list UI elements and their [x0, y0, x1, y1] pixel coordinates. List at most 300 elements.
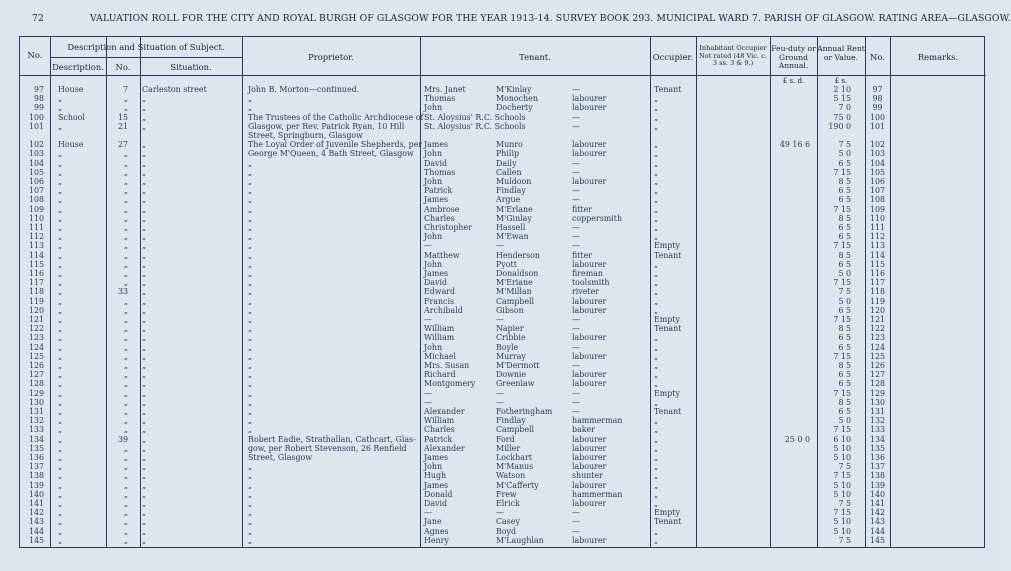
cell-occ: baker [572, 425, 595, 435]
cell-num: „ [123, 305, 128, 315]
cell-occupier: Tenant [654, 407, 682, 416]
header-remarks: Remarks. [917, 52, 959, 62]
cell-occ: labourer [572, 499, 607, 508]
cell-no: 139 [28, 480, 44, 490]
cell-prop: John B. Morton—continued. [248, 85, 360, 94]
cell-occ: — [572, 112, 580, 122]
cell-occ: labourer [572, 140, 607, 150]
cell-prop: „ [248, 508, 253, 518]
cell-occupier: „ [654, 177, 659, 186]
cell-occ: labourer [572, 443, 607, 453]
table-row [20, 223, 986, 232]
cell-no: 133 [28, 425, 44, 435]
cell-desc: „ [58, 287, 63, 297]
cell-no-r: 112 [869, 232, 886, 242]
cell-no-r: 140 [869, 489, 886, 499]
cell-sit: „ [142, 140, 147, 150]
cell-no-r: 135 [869, 443, 886, 453]
table-row [20, 444, 986, 453]
cell-prop: „ [248, 517, 253, 527]
cell-ts: M'Manus [496, 462, 534, 472]
cell-val: 7 15 [833, 241, 851, 251]
cell-no: 109 [28, 204, 44, 214]
cell-tf: Patrick [424, 186, 453, 196]
cell-feu: 49 16 6 [779, 140, 810, 150]
cell-occupier: „ [654, 195, 659, 205]
cell-occupier: Empty [654, 388, 680, 398]
table-row [20, 490, 986, 499]
cell-no-r: 130 [869, 397, 886, 407]
cell-no: 121 [28, 315, 44, 324]
cell-desc: „ [58, 517, 63, 527]
cell-tf: Charles [424, 425, 455, 435]
cell-num: „ [123, 499, 128, 508]
cell-desc: „ [58, 241, 63, 251]
cell-num: „ [123, 278, 128, 288]
cell-val: 6 5 [838, 232, 851, 242]
table-row [20, 94, 986, 103]
cell-occupier: Tenant [654, 517, 682, 527]
cell-ts: Findlay [496, 186, 526, 196]
cell-num: „ [123, 177, 128, 186]
cell-val: 6 10 [833, 434, 851, 444]
cell-prop: „ [248, 535, 253, 545]
cell-occ: hammerman [572, 416, 623, 426]
cell-no: 117 [28, 278, 44, 288]
cell-occupier: „ [654, 158, 659, 168]
cell-prop: „ [248, 305, 253, 315]
cell-prop: „ [248, 407, 253, 416]
cell-occ: labourer [572, 453, 607, 462]
cell-occupier: Tenant [654, 250, 682, 260]
cell-desc: „ [58, 324, 63, 334]
cell-num: „ [123, 342, 128, 352]
cell-desc: „ [58, 213, 63, 223]
cell-desc: „ [58, 388, 63, 398]
cell-no-r: 114 [869, 250, 886, 260]
cell-val: 7 15 [833, 204, 851, 214]
cell-ts: Docherty [496, 103, 533, 113]
cell-no: 120 [28, 305, 44, 315]
table-row [20, 517, 986, 526]
cell-no-r: 120 [869, 305, 886, 315]
cell-prop: „ [248, 223, 253, 232]
cell-sit: „ [142, 407, 147, 416]
cell-occupier: Empty [654, 241, 680, 251]
cell-prop: „ [248, 269, 253, 278]
cell-occupier: „ [654, 499, 659, 508]
cell-no: 103 [28, 149, 44, 159]
table-row [20, 241, 986, 250]
cell-ts: Miller [496, 443, 521, 453]
cell-no: 135 [28, 443, 44, 453]
cell-num: „ [123, 315, 128, 324]
cell-prop: „ [248, 204, 253, 214]
cell-num: „ [123, 351, 128, 361]
cell-occ: — [572, 167, 580, 177]
cell-occ: labourer [572, 379, 607, 389]
page-number: 72 [32, 13, 44, 24]
table-row [20, 149, 986, 158]
cell-prop: „ [248, 241, 253, 251]
cell-desc: „ [58, 296, 63, 306]
table-row [20, 471, 986, 480]
cell-feu: 25 0 0 [784, 434, 810, 444]
cell-num: „ [123, 379, 128, 389]
cell-ts: Boyle [496, 342, 519, 352]
cell-occupier: „ [654, 305, 659, 315]
cell-num: „ [123, 296, 128, 306]
table-row [20, 168, 986, 177]
cell-desc: „ [58, 443, 63, 453]
cell-desc: „ [58, 407, 63, 416]
cell-occ: labourer [572, 333, 607, 343]
cell-tf: — [424, 388, 432, 398]
cell-occupier: „ [654, 287, 659, 297]
cell-desc: „ [58, 434, 63, 444]
table-row [20, 481, 986, 490]
cell-sit: „ [142, 195, 147, 205]
cell-desc: „ [58, 416, 63, 426]
cell-no-r: 144 [869, 526, 886, 536]
cell-tf: Richard [424, 370, 456, 380]
cell-desc: „ [58, 315, 63, 324]
cell-tf: William [424, 416, 455, 426]
cell-occ: — [572, 342, 580, 352]
valuation-table [19, 36, 985, 548]
cell-occupier: „ [654, 379, 659, 389]
cell-no-r: 109 [869, 204, 886, 214]
cell-no-r: 107 [869, 186, 886, 196]
header-description-group: Description and Situation of Subject. [67, 42, 225, 52]
cell-ts: M'Kinlay [496, 85, 532, 94]
cell-no: 116 [28, 269, 44, 278]
cell-no-r: 123 [869, 333, 886, 343]
cell-sit: „ [142, 232, 147, 242]
table-row [20, 113, 986, 122]
cell-occupier: „ [654, 149, 659, 159]
cell-sit: „ [142, 259, 147, 269]
cell-desc: „ [58, 453, 63, 462]
cell-ts: — [496, 315, 504, 324]
cell-prop: „ [248, 462, 253, 472]
cell-no-r: 116 [869, 269, 886, 278]
cell-val: 5 10 [833, 517, 851, 527]
cell-desc: „ [58, 186, 63, 196]
cell-occ: — [572, 121, 580, 131]
cell-prop: „ [248, 296, 253, 306]
cell-sit: „ [142, 397, 147, 407]
cell-no: 131 [28, 407, 44, 416]
cell-ts: Daily [496, 158, 517, 168]
header-rule [20, 75, 986, 76]
cell-no-r: 137 [869, 462, 886, 472]
cell-no: 141 [28, 499, 44, 508]
cell-sit: „ [142, 342, 147, 352]
cell-ts: Campbell [496, 425, 535, 435]
cell-sit: „ [142, 351, 147, 361]
cell-sit: „ [142, 489, 147, 499]
cell-sit: „ [142, 241, 147, 251]
cell-occupier: Tenant [654, 324, 682, 334]
header-occupier: Occupier. [652, 52, 694, 62]
cell-tf: Montgomery [424, 379, 476, 389]
cell-sit: „ [142, 223, 147, 232]
cell-no-r: 117 [869, 278, 886, 288]
cell-occ: coppersmith [572, 213, 623, 223]
cell-sit: „ [142, 471, 147, 481]
cell-tf: Agnes [424, 526, 449, 536]
cell-val: 6 5 [838, 370, 851, 380]
cell-occ: fitter [572, 204, 593, 214]
cell-desc: „ [58, 499, 63, 508]
cell-occ: — [572, 388, 580, 398]
cell-ts: Argue [496, 195, 521, 205]
cell-occ: labourer [572, 434, 607, 444]
cell-val: 5 0 [838, 296, 851, 306]
cell-prop: „ [248, 388, 253, 398]
cell-tf: — [424, 508, 432, 518]
cell-occupier: „ [654, 480, 659, 490]
cell-desc: „ [58, 489, 63, 499]
table-row [20, 343, 986, 352]
cell-no-r: 99 [872, 103, 883, 113]
cell-prop: The Trustees of the Catholic Archdiocese of [248, 112, 424, 122]
cell-occupier: „ [654, 342, 659, 352]
table-row [20, 324, 986, 333]
header-inhabitant: Inhabitant Occupier Not rated (48 Vic. c. 3 ss. 3 & 9.) [699, 44, 767, 67]
cell-num: „ [123, 471, 128, 481]
table-row [20, 186, 986, 195]
cell-occupier: „ [654, 204, 659, 214]
cell-ts: — [496, 397, 504, 407]
cell-no: 106 [28, 177, 44, 186]
cell-prop: Glasgow, per Rev. Patrick Ryan, 10 Hill [248, 121, 405, 131]
cell-desc: „ [58, 342, 63, 352]
cell-occ: riveter [572, 287, 600, 297]
cell-occupier: Empty [654, 315, 680, 324]
cell-occ: — [572, 324, 580, 334]
cell-val: 7 15 [833, 278, 851, 288]
cell-desc: „ [58, 103, 63, 113]
cell-desc: „ [58, 158, 63, 168]
cell-ts: Elrick [496, 499, 520, 508]
cell-prop: „ [248, 167, 253, 177]
cell-tf: Edward [424, 287, 456, 297]
cell-no: 125 [28, 351, 44, 361]
cell-occ: labourer [572, 94, 607, 104]
cell-val: 7 15 [833, 388, 851, 398]
cell-tf: James [424, 269, 449, 278]
cell-tf: James [424, 453, 449, 462]
cell-no-r: 126 [869, 361, 886, 370]
cell-prop: Street, Glasgow [248, 453, 313, 462]
cell-sit: „ [142, 149, 147, 159]
table-row [20, 407, 986, 416]
cell-prop: „ [248, 416, 253, 426]
cell-ts: M'Laughlan [496, 535, 544, 545]
cell-occ: labourer [572, 480, 607, 490]
cell-val: 5 10 [833, 526, 851, 536]
cell-val: 8 5 [838, 361, 851, 370]
cell-tf: Charles [424, 213, 455, 223]
cell-ts: M'Millan [496, 287, 532, 297]
cell-prop: „ [248, 351, 253, 361]
cell-no: 108 [28, 195, 44, 205]
cell-occ: — [572, 315, 580, 324]
cell-occ: labourer [572, 370, 607, 380]
cell-num: „ [123, 425, 128, 435]
cell-ts: M'Eriane [496, 278, 533, 288]
cell-occ: — [572, 526, 580, 536]
table-row [20, 398, 986, 407]
cell-tf: Francis [424, 296, 455, 306]
cell-val: 7 15 [833, 471, 851, 481]
cell-occ: — [572, 158, 580, 168]
cell-occupier: „ [654, 259, 659, 269]
cell-occ: — [572, 508, 580, 518]
cell-occupier: Empty [654, 508, 680, 518]
cell-sit: „ [142, 499, 147, 508]
cell-tf: Alexander [424, 407, 465, 416]
cell-no-r: 105 [869, 167, 886, 177]
cell-no: 144 [28, 526, 44, 536]
cell-num: 39 [117, 434, 128, 444]
cell-tf: Thomas [424, 167, 456, 177]
cell-prop: „ [248, 250, 253, 260]
cell-sit: „ [142, 453, 147, 462]
cell-desc: „ [58, 269, 63, 278]
cell-sit: „ [142, 112, 147, 122]
cell-num: „ [123, 443, 128, 453]
cell-num: „ [123, 416, 128, 426]
cell-sit: „ [142, 370, 147, 380]
page-title: VALUATION ROLL FOR THE CITY AND ROYAL BURGH OF GLASGOW FOR THE YEAR 1913-14. SURVEY BOOK 293. MUNICIPAL WARD 7. PARISH OF GLASGOW. RATING AREA—GLASGOW. [90, 13, 1011, 24]
cell-num: „ [123, 324, 128, 334]
cell-no-r: 122 [869, 324, 886, 334]
table-row [20, 527, 986, 536]
cell-occupier: „ [654, 397, 659, 407]
cell-prop: Street, Springburn, Glasgow [248, 131, 363, 140]
table-row [20, 131, 986, 140]
cell-occ: — [572, 407, 580, 416]
cell-no: 122 [28, 324, 44, 334]
cell-desc: „ [58, 204, 63, 214]
cell-occ: fireman [572, 269, 603, 278]
cell-ts: — [496, 388, 504, 398]
table-row [20, 462, 986, 471]
cell-val: 5 15 [833, 94, 851, 104]
header-annual-value: Annual Rent or Value. [817, 44, 865, 62]
cell-prop: „ [248, 471, 253, 481]
cell-occupier: „ [654, 434, 659, 444]
cell-occupier: „ [654, 213, 659, 223]
table-row [20, 370, 986, 379]
cell-occ: labourer [572, 535, 607, 545]
cell-val: 6 5 [838, 158, 851, 168]
cell-num: „ [123, 158, 128, 168]
cell-prop: „ [248, 480, 253, 490]
table-row [20, 536, 986, 545]
cell-tf: James [424, 140, 449, 150]
cell-num: „ [123, 333, 128, 343]
table-row [20, 425, 986, 434]
cell-val: 6 5 [838, 259, 851, 269]
cell-desc: „ [58, 397, 63, 407]
cell-tf: William [424, 333, 455, 343]
cell-prop: „ [248, 324, 253, 334]
cell-tf: Mrs. Susan [424, 361, 470, 370]
cell-num: 33 [117, 287, 128, 297]
cell-prop: „ [248, 370, 253, 380]
cell-val: 6 5 [838, 195, 851, 205]
table-row [20, 205, 986, 214]
cell-desc: „ [58, 370, 63, 380]
cell-no: 114 [28, 250, 44, 260]
cell-num: „ [123, 407, 128, 416]
cell-occ: labourer [572, 103, 607, 113]
cell-val: 7 5 [838, 462, 851, 472]
cell-num: „ [123, 388, 128, 398]
cell-no-r: 127 [869, 370, 886, 380]
cell-occ: — [572, 241, 580, 251]
cell-num: 7 [122, 85, 128, 94]
cell-sit: „ [142, 526, 147, 536]
cell-no-r: 125 [869, 351, 886, 361]
cell-no-r: 128 [869, 379, 886, 389]
cell-occupier: „ [654, 535, 659, 545]
cell-tf: John [424, 149, 443, 159]
cell-tf: William [424, 324, 455, 334]
cell-no: 100 [28, 112, 44, 122]
cell-occupier: „ [654, 94, 659, 104]
cell-no-r: 133 [869, 425, 886, 435]
cell-prop: „ [248, 232, 253, 242]
cell-ts: Napier [496, 324, 524, 334]
cell-sit: „ [142, 315, 147, 324]
cell-no: 136 [28, 453, 44, 462]
cell-sit: „ [142, 480, 147, 490]
cell-occupier: „ [654, 232, 659, 242]
cell-num: „ [123, 269, 128, 278]
cell-ts: — [496, 241, 504, 251]
cell-no-r: 124 [869, 342, 886, 352]
table-row [20, 287, 986, 296]
cell-no: 102 [28, 140, 44, 150]
cell-tf: Patrick [424, 434, 453, 444]
cell-desc: „ [58, 259, 63, 269]
cell-occ: labourer [572, 462, 607, 472]
cell-no: 128 [28, 379, 44, 389]
cell-no-r: 108 [869, 195, 886, 205]
cell-occupier: „ [654, 186, 659, 196]
cell-ts: Munro [496, 140, 523, 150]
cell-occ: labourer [572, 305, 607, 315]
cell-num: „ [123, 204, 128, 214]
cell-tf: John [424, 259, 443, 269]
cell-num: „ [123, 195, 128, 205]
cell-sit: „ [142, 121, 147, 131]
cell-no: 105 [28, 167, 44, 177]
header-number: No. [115, 62, 131, 72]
cell-sit: „ [142, 296, 147, 306]
cell-no: 134 [28, 434, 44, 444]
cell-ts: Lockhart [496, 453, 532, 462]
cell-tf: St. Aloysius' R.C. Schools [424, 121, 526, 131]
cell-tf: Michael [424, 351, 457, 361]
cell-occupier: „ [654, 370, 659, 380]
cell-no: 97 [33, 85, 44, 94]
